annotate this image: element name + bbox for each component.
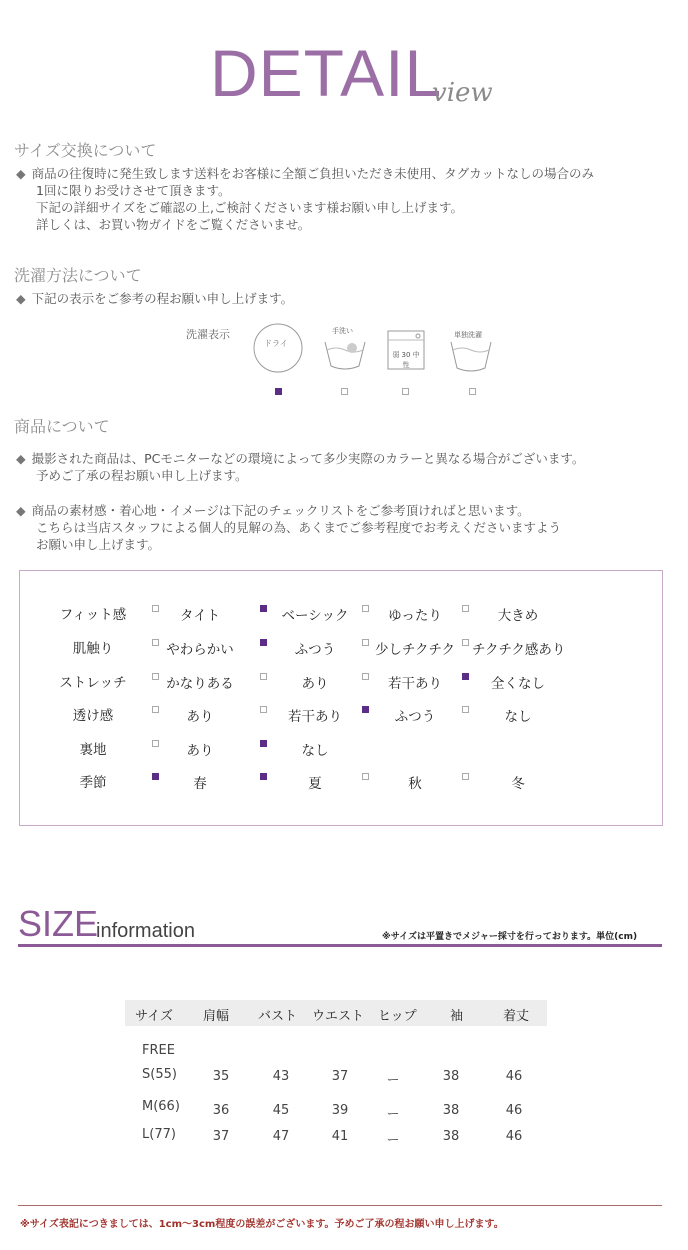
detail-title: DETAIL [210, 36, 443, 110]
size-exchange-line: 詳しくは、お買い物ガイドをご覧くださいませ。 [36, 217, 311, 232]
checklist-checkbox [462, 605, 469, 612]
washing-label: 洗濯表示 [186, 328, 230, 341]
checklist-option: 全くなし [491, 676, 545, 692]
machine-wash-checkbox [402, 388, 409, 395]
size-table-header-cell: 着丈 [503, 1009, 530, 1024]
checklist-checkbox [152, 639, 159, 646]
size-table-header-cell: サイズ [135, 1009, 173, 1024]
machine-wash-icon [387, 330, 425, 370]
checklist-checkbox [462, 673, 469, 680]
checklist-checkbox [152, 673, 159, 680]
checklist-option: なし [301, 743, 329, 759]
product-line: 撮影された商品は、PCモニターなどの環境によって多少実際のカラーと異なる場合がございます。 [31, 451, 585, 466]
size-cell: 46 [505, 1129, 523, 1144]
checklist-checkbox [462, 773, 469, 780]
size-table-header-cell: ヒップ [378, 1009, 417, 1024]
size-row-label: L(77) [142, 1127, 176, 1142]
size-row-label: S(55) [142, 1067, 177, 1082]
checklist-label: ストレッチ [59, 675, 127, 691]
checklist-option: 大きめ [497, 608, 539, 624]
washing-line: 下記の表示をご参考の程お願い申し上げます。 [31, 291, 294, 306]
size-cell: 41 [331, 1129, 349, 1144]
size-exchange-line: 商品の往復時に発生致します送料をお客様に全額ご負担いただき未使用、タグカットなしの場合のみ [31, 166, 595, 181]
size-note: ※サイズは平置きでメジャー採寸を行っております。単位(cm) [382, 932, 638, 942]
footer-note: ※サイズ表記につきましては、1cm～3cm程度の誤差がございます。予めご了承の程お願い申し上げます。 [20, 1219, 504, 1230]
hand-wash-label: 手洗い [332, 327, 353, 335]
size-cell: ー [386, 1107, 400, 1122]
checklist-checkbox [152, 706, 159, 713]
size-free-label: FREE [142, 1043, 175, 1058]
checklist-option: あり [186, 743, 214, 759]
size-title: SIZE [18, 903, 99, 944]
checklist-option: なし [504, 709, 532, 725]
size-cell: 38 [442, 1129, 460, 1144]
checklist-label: 季節 [79, 775, 107, 791]
checklist-checkbox [260, 639, 267, 646]
single-wash-label: 単独洗濯 [454, 331, 482, 339]
checklist-option: ふつう [394, 709, 436, 725]
size-cell: 47 [272, 1129, 290, 1144]
product-text-1 [16, 450, 584, 484]
diamond-bullet-icon: ◆ [16, 291, 26, 306]
product-line: お願い申し上げます。 [36, 537, 161, 552]
checklist-option: ゆったり [388, 608, 442, 624]
product-line: 予めご了承の程お願い申し上げます。 [36, 468, 248, 483]
checklist-checkbox [362, 673, 369, 680]
checklist-checkbox [462, 706, 469, 713]
size-cell: 37 [331, 1069, 349, 1084]
checklist-checkbox [260, 605, 267, 612]
checklist-checkbox [260, 740, 267, 747]
dry-clean-icon [252, 322, 304, 374]
checklist-checkbox [260, 706, 267, 713]
checklist-checkbox [152, 773, 159, 780]
checklist-option: あり [186, 709, 214, 725]
checklist-option: 秋 [408, 776, 422, 792]
checklist-option: チクチク感あり [472, 642, 566, 658]
diamond-bullet-icon: ◆ [16, 503, 26, 518]
checklist-checkbox [362, 605, 369, 612]
checklist-checkbox [462, 639, 469, 646]
checklist-option: やわらかい [166, 642, 234, 658]
size-exchange-heading: サイズ交換について [14, 141, 157, 160]
product-line: こちらは当店スタッフによる個人的見解の為、あくまでご参考程度でお考えくださいますよう [36, 520, 562, 535]
size-cell: 46 [505, 1103, 523, 1118]
checklist-label: 肌触り [72, 641, 114, 657]
size-exchange-text [16, 165, 594, 233]
size-cell: 36 [212, 1103, 230, 1118]
checklist-checkbox [152, 605, 159, 612]
size-row-label: M(66) [142, 1099, 180, 1114]
size-cell: 38 [442, 1069, 460, 1084]
hand-wash-checkbox [341, 388, 348, 395]
checklist-checkbox [362, 773, 369, 780]
single-wash-checkbox [469, 388, 476, 395]
checklist-checkbox [260, 773, 267, 780]
product-line: 商品の素材感・着心地・イメージは下記のチェックリストをご参考頂ければと思います。 [31, 503, 530, 518]
checklist-option: 春 [193, 776, 207, 792]
machine-wash-label: 弱 30 中性 [392, 351, 420, 369]
checklist-option: 冬 [511, 776, 525, 792]
checklist-checkbox [362, 706, 369, 713]
size-cell: 35 [212, 1069, 230, 1084]
size-subtitle: information [96, 920, 195, 942]
checklist-checkbox [260, 673, 267, 680]
size-cell: ー [386, 1073, 400, 1088]
checklist-option: ベーシック [281, 608, 349, 624]
size-table-header-cell: 袖 [450, 1009, 464, 1024]
checklist-option: 少しチクチク [375, 642, 455, 658]
checklist-option: タイト [179, 608, 221, 624]
dry-clean-checkbox [275, 388, 282, 395]
size-cell: 37 [212, 1129, 230, 1144]
washing-text [16, 290, 293, 307]
dry-clean-label: ドライ [264, 339, 288, 348]
size-cell: 38 [442, 1103, 460, 1118]
size-cell: 46 [505, 1069, 523, 1084]
diamond-bullet-icon: ◆ [16, 166, 26, 181]
checklist-label: 透け感 [72, 708, 114, 724]
checklist-checkbox [152, 740, 159, 747]
hand-wash-icon [322, 326, 368, 374]
checklist-label: フィット感 [59, 607, 127, 623]
diamond-bullet-icon: ◆ [16, 451, 26, 466]
checklist-option: 夏 [308, 776, 322, 792]
divider [18, 944, 662, 947]
divider [18, 1205, 662, 1206]
washing-heading: 洗濯方法について [14, 266, 142, 285]
product-text-2 [16, 502, 561, 553]
size-cell: 43 [272, 1069, 290, 1084]
checklist-option: ふつう [294, 642, 336, 658]
detail-subtitle: view [432, 78, 493, 108]
size-exchange-line: 下記の詳細サイズをご確認の上,ご検討くださいます様お願い申し上げます。 [36, 200, 463, 215]
checklist-option: 若干あり [288, 709, 342, 725]
size-cell: 39 [331, 1103, 349, 1118]
size-table-header-cell: ウエスト [312, 1009, 365, 1024]
size-cell: ー [386, 1133, 400, 1148]
checklist-option: 若干あり [388, 676, 442, 692]
checklist-checkbox [362, 639, 369, 646]
checklist-option: かなりある [166, 676, 234, 692]
size-table-header-cell: バスト [258, 1009, 298, 1024]
checklist-option: あり [301, 676, 329, 692]
size-table-header-cell: 肩幅 [203, 1009, 230, 1024]
product-heading: 商品について [14, 417, 110, 436]
checklist-label: 裏地 [79, 742, 107, 758]
size-exchange-line: 1回に限りお受けさせて頂きます。 [36, 183, 231, 198]
size-cell: 45 [272, 1103, 290, 1118]
single-wash-icon [448, 330, 494, 374]
